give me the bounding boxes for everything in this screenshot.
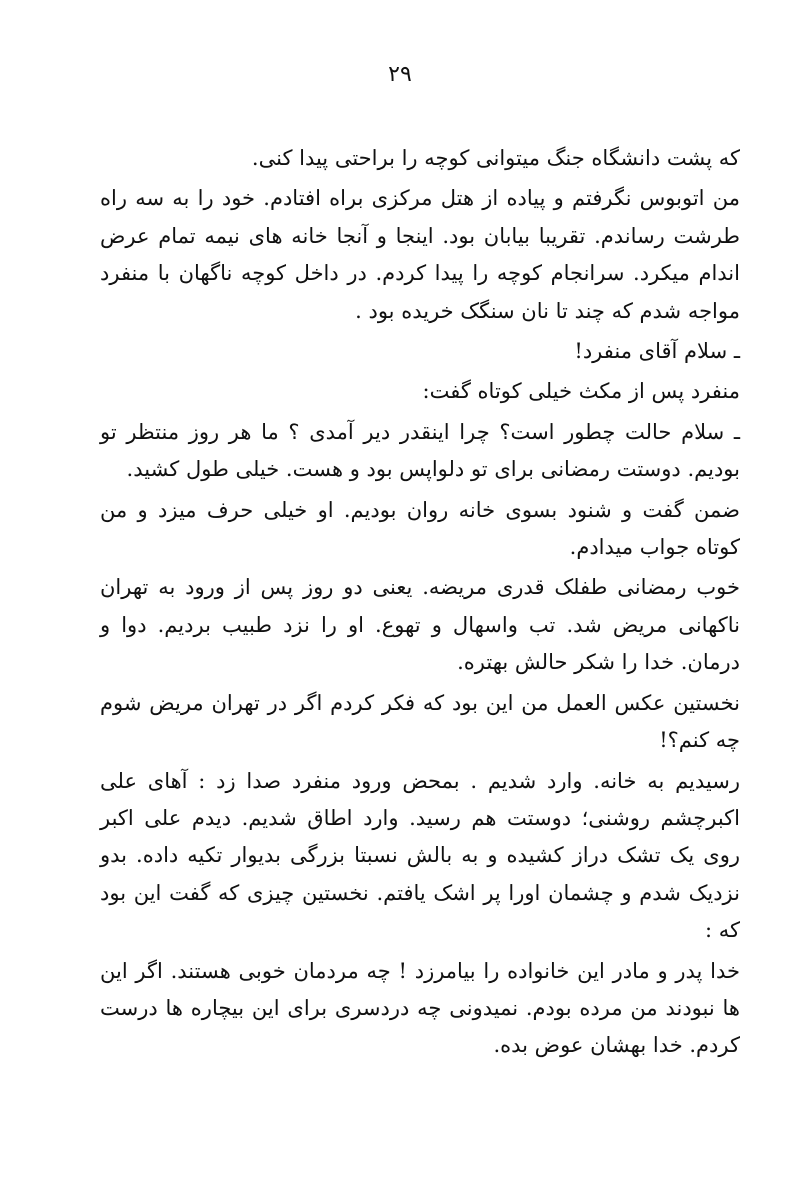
paragraph: خدا پدر و مادر این خانواده را بیامرزد ! چه مردمان خوبی هستند. اگر این ها نبودند من مرده بودم. نمیدونی چه دردسری برای این بیچاره ها درست کردم. خدا بهشان عوض بده. (100, 958, 740, 1058)
paragraph: ـ سلام آقای منفرد! (574, 339, 740, 364)
paragraph: منفرد پس از مکث خیلی کوتاه گفت: (422, 379, 740, 404)
paragraph: نخستین عکس العمل من این بود که فکر کردم اگر در تهران مریض شوم چه کنم؟! (100, 690, 740, 753)
paragraph: خوب رمضانی طفلک قدری مریضه. یعنی دو روز پس از ورود به تهران ناکهانی مریض شد. تب واسهال و تهوع. او را نزد طبیب بردیم. دوا و درمان. خدا را شکر حالش بهتره. (100, 575, 740, 675)
paragraph: رسیدیم به خانه. وارد شدیم . بمحض ورود منفرد صدا زد : آهای علی اکبرچشم روشنی؛ دوستت هم رسید. وارد اطاق شدیم. دیدم علی اکبر روی یک تشک دراز کشیده و به بالش نسبتا بزرگی بدیوار تکیه داده. بدو نزدیک شدم و چشمان اورا پر اشک یافتم. نخستین چیزی که گفت این بود که : (100, 768, 740, 943)
paragraph: که پشت دانشگاه جنگ میتوانی کوچه را براحتی پیدا کنی. (251, 146, 740, 170)
paragraph: ضمن گفت و شنود بسوی خانه روان بودیم. او خیلی حرف میزد و من کوتاه جواب میدادم. (100, 497, 740, 560)
body-text (100, 140, 740, 1068)
page-number: ۲۹ (388, 62, 412, 87)
paragraph: ـ سلام حالت چطور است؟ چرا اینقدر دیر آمدی ؟ ما هر روز منتظر تو بودیم. دوستت رمضانی برای تو دلواپس بود و هست. خیلی طول کشید. (100, 419, 740, 482)
paragraph: من اتوبوس نگرفتم و پیاده از هتل مرکزی براه افتادم. خود را به سه راه طرشت رساندم. تقریبا بیابان بود. اینجا و آنجا خانه های نیمه تمام عرض اندام میکرد. سرانجام کوچه را پیدا کردم. در داخل کوچه ناگهان با منفرد مواجه شدم که چند تا نان سنگک خریده بود . (100, 186, 740, 323)
